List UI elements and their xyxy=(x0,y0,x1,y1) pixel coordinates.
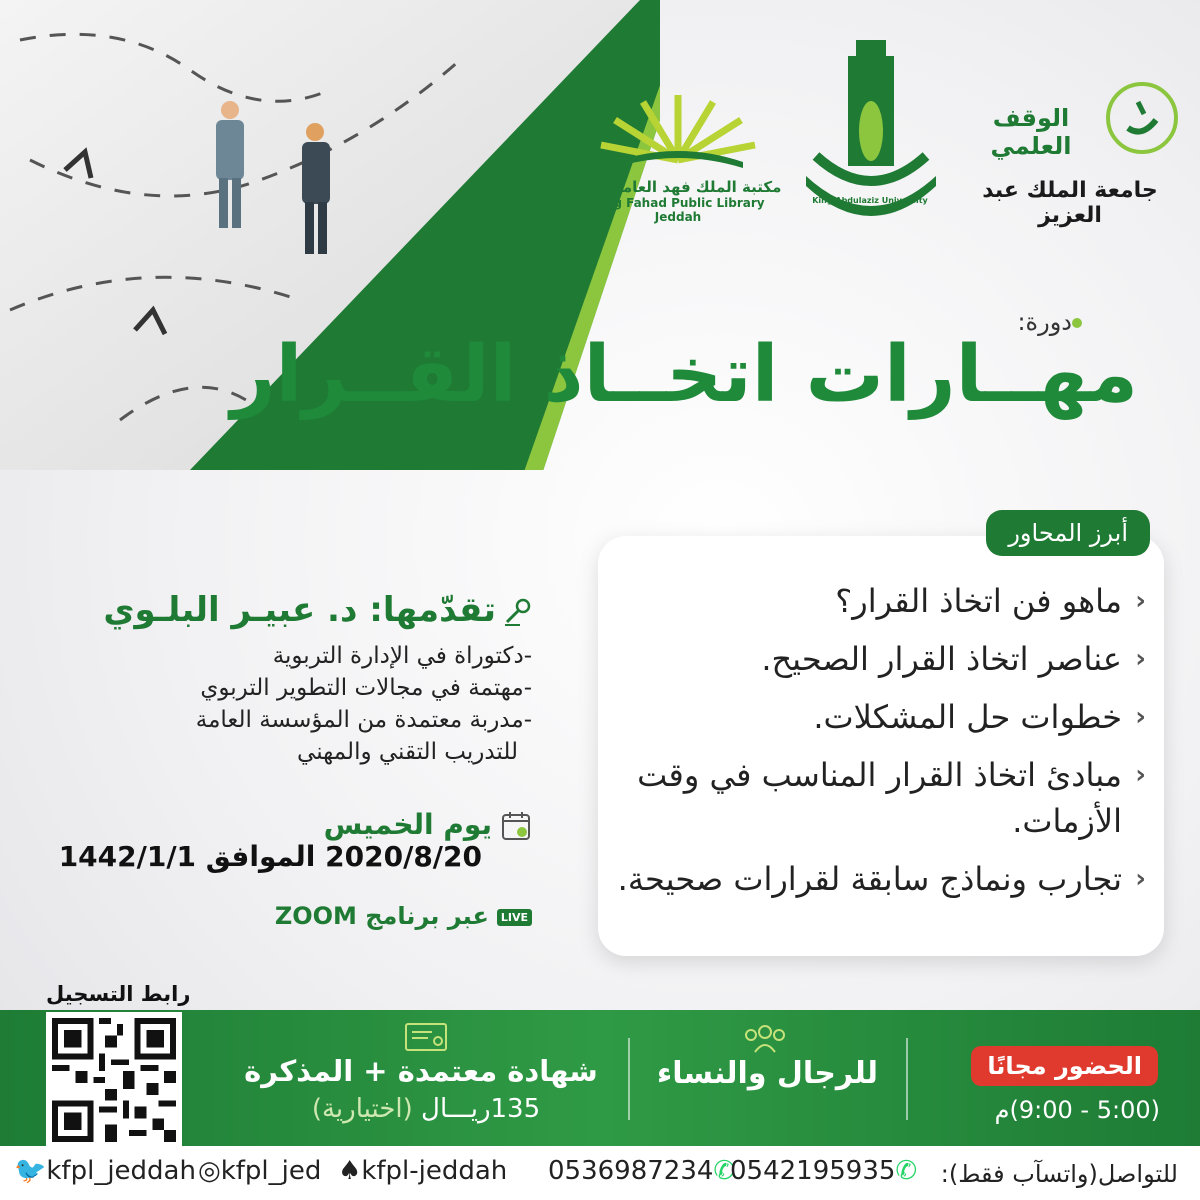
chevron-left-icon: ‹ xyxy=(1135,644,1146,674)
presenter-credential: -مدربة معتمدة من المؤسسة العامة xyxy=(195,707,532,733)
divider xyxy=(906,1038,908,1120)
twitter-icon: 🐦 xyxy=(14,1156,47,1186)
presenter-credential: للتدريب التقني والمهني xyxy=(297,739,518,765)
chevron-left-icon: ‹ xyxy=(1135,760,1146,790)
event-platform: LIVEعبر برنامج ZOOM xyxy=(275,902,532,930)
twitter-handle[interactable]: 🐦kfpl_jeddah xyxy=(14,1156,196,1186)
chevron-left-icon: ‹ xyxy=(1135,586,1146,616)
course-label: دورة: xyxy=(1017,308,1072,336)
chevron-left-icon: ‹ xyxy=(1135,702,1146,732)
list-item: ‹ مبادئ اتخاذ القرار المناسب في وقت الأزمات. xyxy=(616,752,1146,844)
event-date: 2020/8/20 الموافق 1442/1/1 xyxy=(58,840,482,873)
divider xyxy=(628,1038,630,1120)
registration-label: رابط التسجيل xyxy=(46,982,191,1006)
list-item: ‹ ماهو فن اتخاذ القرار؟ xyxy=(616,578,1146,624)
endowment-text: الوقف العلمي xyxy=(990,104,1072,160)
library-name-ar: مكتبة الملك فهد العامة بجدة xyxy=(574,178,782,196)
library-name-en: King Fahad Public Library Jeddah xyxy=(591,196,765,224)
presenter-credential: -مهتمة في مجالات التطوير التربوي xyxy=(200,675,532,701)
university-seal-text: King Abdulaziz University xyxy=(812,196,928,205)
phone-number[interactable]: 0542195935✆ xyxy=(730,1156,918,1186)
university-seal-logo xyxy=(796,36,946,216)
registration-qr-code[interactable] xyxy=(46,1012,182,1148)
live-icon: LIVE xyxy=(497,909,532,926)
certificate-text: شهادة معتمدة + المذكرة xyxy=(244,1054,598,1088)
kau-emblem-icon xyxy=(1104,80,1180,156)
certificate-icon xyxy=(404,1022,448,1054)
snapchat-icon: ♠ xyxy=(338,1156,362,1186)
instagram-icon: ◎ xyxy=(198,1156,221,1186)
course-label-accent xyxy=(1072,318,1082,328)
instagram-handle[interactable]: ◎kfpl_jed xyxy=(198,1156,322,1186)
whatsapp-icon: ✆ xyxy=(713,1156,736,1186)
whatsapp-icon: ✆ xyxy=(895,1156,918,1186)
people-icon xyxy=(740,1024,790,1054)
chevron-left-icon: ‹ xyxy=(1135,864,1146,894)
axes-heading: أبرز المحاور xyxy=(986,510,1150,556)
list-item: ‹ خطوات حل المشكلات. xyxy=(616,694,1146,740)
university-name-ar: جامعة الملك عبد العزيز xyxy=(982,178,1158,228)
snapchat-handle[interactable]: ♠kfpl-jeddah xyxy=(338,1156,508,1186)
contact-label: للتواصل(واتسآب فقط): xyxy=(940,1160,1178,1188)
certificate-price: 135ريـــال (اختيارية) xyxy=(311,1094,541,1124)
library-sunburst-icon xyxy=(583,90,773,170)
calendar-icon xyxy=(500,810,532,842)
event-day: يوم الخميس xyxy=(324,808,532,842)
attendance-time: (5:00 - 9:00)م xyxy=(994,1096,1160,1124)
library-logo xyxy=(568,90,788,224)
presenter-block xyxy=(62,590,532,768)
free-attendance-badge: الحضور مجانًا xyxy=(971,1046,1158,1086)
presenter-heading: تقدّمها: د. عبيـر البلـوي xyxy=(62,590,532,630)
phone-number[interactable]: 0536987234✆ xyxy=(548,1156,736,1186)
microphone-icon xyxy=(502,597,532,627)
course-title: مهــارات اتخــاذ القــرار xyxy=(230,330,1138,420)
list-item: ‹ عناصر اتخاذ القرار الصحيح. xyxy=(616,636,1146,682)
axes-list xyxy=(616,578,1146,914)
presenter-credential: -دكتوراة في الإدارة التربوية xyxy=(272,643,532,669)
audience-text: للرجال والنساء xyxy=(656,1056,878,1091)
list-item: ‹ تجارب ونماذج سابقة لقرارات صحيحة. xyxy=(616,856,1146,902)
